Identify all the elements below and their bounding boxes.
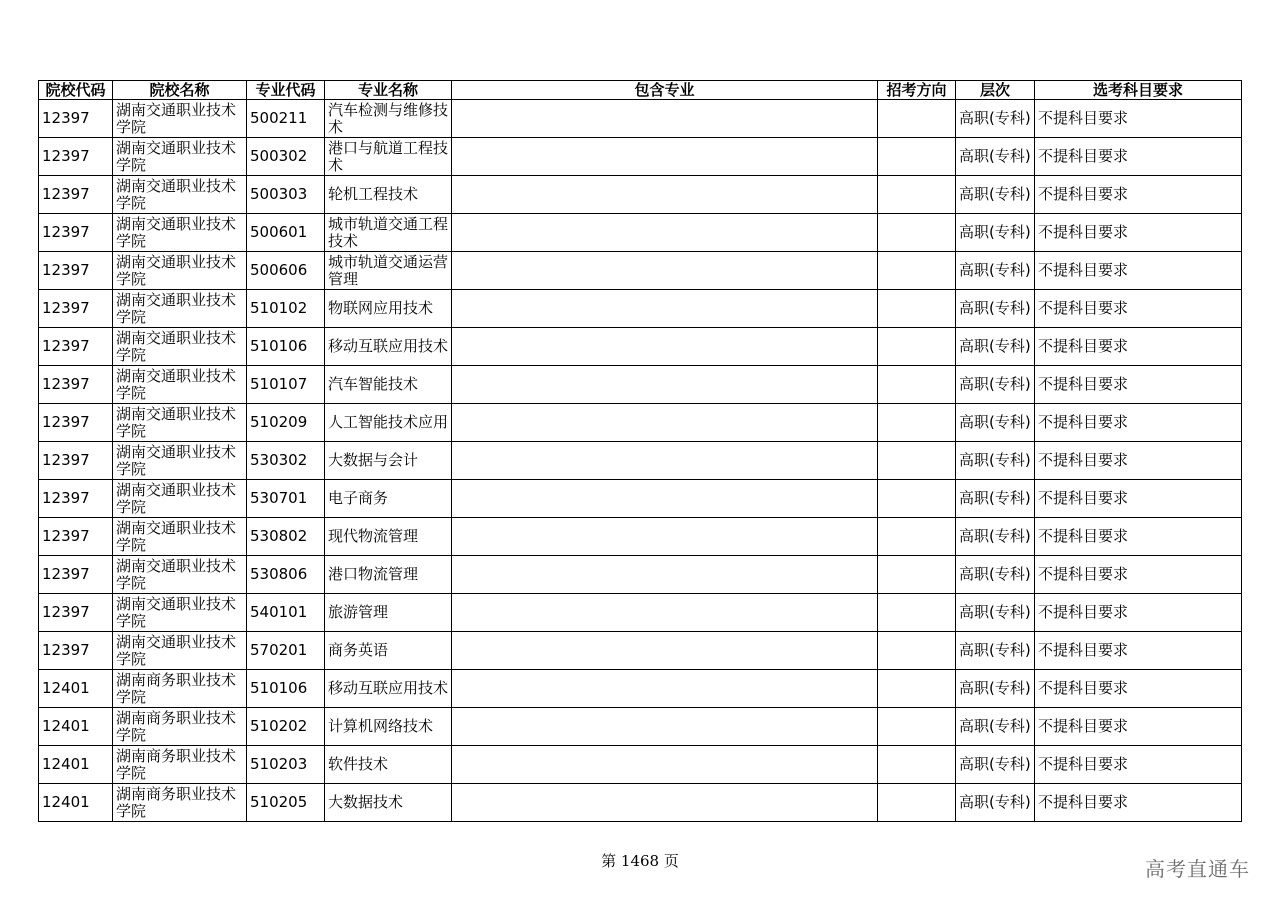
school-name-cell: 湖南交通职业技术学院 xyxy=(113,214,247,252)
school-code-cell: 12401 xyxy=(39,746,113,784)
table-row xyxy=(39,404,1242,442)
table-row xyxy=(39,252,1242,290)
subject-requirement-cell: 不提科目要求 xyxy=(1035,404,1242,442)
major-code-cell: 540101 xyxy=(247,594,325,632)
table-row xyxy=(39,100,1242,138)
level-cell: 高职(专科) xyxy=(956,290,1035,328)
major-code-cell: 530302 xyxy=(247,442,325,480)
major-name-cell: 物联网应用技术 xyxy=(325,290,452,328)
school-code-cell: 12397 xyxy=(39,214,113,252)
header-major-name: 专业名称 xyxy=(325,81,452,100)
subject-requirement-cell: 不提科目要求 xyxy=(1035,290,1242,328)
major-code-cell: 530806 xyxy=(247,556,325,594)
level-cell: 高职(专科) xyxy=(956,214,1035,252)
major-code-cell: 500211 xyxy=(247,100,325,138)
admission-direction-cell xyxy=(878,290,956,328)
level-cell: 高职(专科) xyxy=(956,366,1035,404)
admission-direction-cell xyxy=(878,176,956,214)
level-cell: 高职(专科) xyxy=(956,784,1035,822)
included-majors-cell xyxy=(452,138,878,176)
included-majors-cell xyxy=(452,746,878,784)
major-code-cell: 510205 xyxy=(247,784,325,822)
major-name-cell: 软件技术 xyxy=(325,746,452,784)
level-cell: 高职(专科) xyxy=(956,632,1035,670)
school-name-cell: 湖南交通职业技术学院 xyxy=(113,138,247,176)
school-name-cell: 湖南交通职业技术学院 xyxy=(113,480,247,518)
table-row xyxy=(39,290,1242,328)
table-row xyxy=(39,594,1242,632)
included-majors-cell xyxy=(452,670,878,708)
school-name-cell: 湖南商务职业技术学院 xyxy=(113,784,247,822)
subject-requirement-cell: 不提科目要求 xyxy=(1035,708,1242,746)
subject-requirement-cell: 不提科目要求 xyxy=(1035,138,1242,176)
level-cell: 高职(专科) xyxy=(956,594,1035,632)
school-name-cell: 湖南交通职业技术学院 xyxy=(113,328,247,366)
level-cell: 高职(专科) xyxy=(956,556,1035,594)
admission-direction-cell xyxy=(878,138,956,176)
major-code-cell: 530802 xyxy=(247,518,325,556)
included-majors-cell xyxy=(452,784,878,822)
major-name-cell: 旅游管理 xyxy=(325,594,452,632)
school-name-cell: 湖南商务职业技术学院 xyxy=(113,670,247,708)
level-cell: 高职(专科) xyxy=(956,518,1035,556)
major-name-cell: 电子商务 xyxy=(325,480,452,518)
major-code-cell: 510106 xyxy=(247,670,325,708)
included-majors-cell xyxy=(452,632,878,670)
school-name-cell: 湖南交通职业技术学院 xyxy=(113,518,247,556)
school-code-cell: 12401 xyxy=(39,784,113,822)
level-cell: 高职(专科) xyxy=(956,176,1035,214)
subject-requirement-cell: 不提科目要求 xyxy=(1035,176,1242,214)
major-name-cell: 人工智能技术应用 xyxy=(325,404,452,442)
major-code-cell: 510203 xyxy=(247,746,325,784)
header-school-code: 院校代码 xyxy=(39,81,113,100)
school-code-cell: 12397 xyxy=(39,556,113,594)
included-majors-cell xyxy=(452,518,878,556)
level-cell: 高职(专科) xyxy=(956,480,1035,518)
table-row xyxy=(39,214,1242,252)
level-cell: 高职(专科) xyxy=(956,442,1035,480)
major-code-cell: 510106 xyxy=(247,328,325,366)
table-row xyxy=(39,556,1242,594)
table-row xyxy=(39,176,1242,214)
table-row xyxy=(39,670,1242,708)
table-row xyxy=(39,366,1242,404)
major-code-cell: 500303 xyxy=(247,176,325,214)
included-majors-cell xyxy=(452,556,878,594)
table-row xyxy=(39,328,1242,366)
admissions-table xyxy=(38,80,1242,822)
subject-requirement-cell: 不提科目要求 xyxy=(1035,252,1242,290)
school-name-cell: 湖南交通职业技术学院 xyxy=(113,252,247,290)
subject-requirement-cell: 不提科目要求 xyxy=(1035,480,1242,518)
school-code-cell: 12397 xyxy=(39,290,113,328)
included-majors-cell xyxy=(452,214,878,252)
header-major-code: 专业代码 xyxy=(247,81,325,100)
school-name-cell: 湖南交通职业技术学院 xyxy=(113,404,247,442)
included-majors-cell xyxy=(452,328,878,366)
admission-direction-cell xyxy=(878,366,956,404)
school-name-cell: 湖南交通职业技术学院 xyxy=(113,632,247,670)
subject-requirement-cell: 不提科目要求 xyxy=(1035,670,1242,708)
subject-requirement-cell: 不提科目要求 xyxy=(1035,100,1242,138)
admission-direction-cell xyxy=(878,442,956,480)
subject-requirement-cell: 不提科目要求 xyxy=(1035,442,1242,480)
level-cell: 高职(专科) xyxy=(956,252,1035,290)
major-code-cell: 510202 xyxy=(247,708,325,746)
header-level: 层次 xyxy=(956,81,1035,100)
admission-direction-cell xyxy=(878,746,956,784)
major-name-cell: 汽车检测与维修技术 xyxy=(325,100,452,138)
included-majors-cell xyxy=(452,480,878,518)
included-majors-cell xyxy=(452,176,878,214)
table-row xyxy=(39,480,1242,518)
major-name-cell: 大数据技术 xyxy=(325,784,452,822)
included-majors-cell xyxy=(452,404,878,442)
subject-requirement-cell: 不提科目要求 xyxy=(1035,556,1242,594)
level-cell: 高职(专科) xyxy=(956,100,1035,138)
school-code-cell: 12397 xyxy=(39,100,113,138)
admission-direction-cell xyxy=(878,100,956,138)
table-row xyxy=(39,632,1242,670)
major-name-cell: 移动互联应用技术 xyxy=(325,670,452,708)
subject-requirement-cell: 不提科目要求 xyxy=(1035,594,1242,632)
school-code-cell: 12401 xyxy=(39,670,113,708)
included-majors-cell xyxy=(452,366,878,404)
included-majors-cell xyxy=(452,252,878,290)
major-name-cell: 汽车智能技术 xyxy=(325,366,452,404)
subject-requirement-cell: 不提科目要求 xyxy=(1035,784,1242,822)
school-name-cell: 湖南交通职业技术学院 xyxy=(113,594,247,632)
major-code-cell: 510209 xyxy=(247,404,325,442)
table-row xyxy=(39,784,1242,822)
school-code-cell: 12397 xyxy=(39,480,113,518)
level-cell: 高职(专科) xyxy=(956,404,1035,442)
admission-direction-cell xyxy=(878,328,956,366)
major-name-cell: 港口物流管理 xyxy=(325,556,452,594)
major-code-cell: 530701 xyxy=(247,480,325,518)
level-cell: 高职(专科) xyxy=(956,746,1035,784)
school-code-cell: 12401 xyxy=(39,708,113,746)
school-code-cell: 12397 xyxy=(39,632,113,670)
major-name-cell: 大数据与会计 xyxy=(325,442,452,480)
major-name-cell: 计算机网络技术 xyxy=(325,708,452,746)
level-cell: 高职(专科) xyxy=(956,138,1035,176)
school-name-cell: 湖南交通职业技术学院 xyxy=(113,556,247,594)
major-code-cell: 510107 xyxy=(247,366,325,404)
table-body xyxy=(39,100,1242,822)
included-majors-cell xyxy=(452,594,878,632)
school-name-cell: 湖南交通职业技术学院 xyxy=(113,290,247,328)
subject-requirement-cell: 不提科目要求 xyxy=(1035,366,1242,404)
school-name-cell: 湖南交通职业技术学院 xyxy=(113,176,247,214)
school-code-cell: 12397 xyxy=(39,404,113,442)
admission-direction-cell xyxy=(878,632,956,670)
header-included-majors: 包含专业 xyxy=(452,81,878,100)
major-code-cell: 500302 xyxy=(247,138,325,176)
school-code-cell: 12397 xyxy=(39,138,113,176)
school-code-cell: 12397 xyxy=(39,252,113,290)
table-row xyxy=(39,442,1242,480)
school-name-cell: 湖南商务职业技术学院 xyxy=(113,746,247,784)
level-cell: 高职(专科) xyxy=(956,708,1035,746)
major-name-cell: 移动互联应用技术 xyxy=(325,328,452,366)
admission-direction-cell xyxy=(878,708,956,746)
subject-requirement-cell: 不提科目要求 xyxy=(1035,746,1242,784)
watermark: 高考直通车 xyxy=(1145,857,1250,881)
school-name-cell: 湖南交通职业技术学院 xyxy=(113,366,247,404)
included-majors-cell xyxy=(452,442,878,480)
major-name-cell: 港口与航道工程技术 xyxy=(325,138,452,176)
included-majors-cell xyxy=(452,290,878,328)
level-cell: 高职(专科) xyxy=(956,670,1035,708)
major-code-cell: 500601 xyxy=(247,214,325,252)
school-name-cell: 湖南交通职业技术学院 xyxy=(113,442,247,480)
school-name-cell: 湖南交通职业技术学院 xyxy=(113,100,247,138)
subject-requirement-cell: 不提科目要求 xyxy=(1035,328,1242,366)
school-code-cell: 12397 xyxy=(39,442,113,480)
table-row xyxy=(39,518,1242,556)
major-code-cell: 500606 xyxy=(247,252,325,290)
subject-requirement-cell: 不提科目要求 xyxy=(1035,518,1242,556)
subject-requirement-cell: 不提科目要求 xyxy=(1035,632,1242,670)
major-name-cell: 商务英语 xyxy=(325,632,452,670)
page-number: 第 1468 页 xyxy=(601,852,679,870)
table-header-row xyxy=(39,81,1242,100)
major-name-cell: 城市轨道交通工程技术 xyxy=(325,214,452,252)
admission-direction-cell xyxy=(878,404,956,442)
major-name-cell: 轮机工程技术 xyxy=(325,176,452,214)
school-name-cell: 湖南商务职业技术学院 xyxy=(113,708,247,746)
level-cell: 高职(专科) xyxy=(956,328,1035,366)
admission-direction-cell xyxy=(878,784,956,822)
header-admission-direction: 招考方向 xyxy=(878,81,956,100)
header-subject-requirements: 选考科目要求 xyxy=(1035,81,1242,100)
admission-direction-cell xyxy=(878,670,956,708)
school-code-cell: 12397 xyxy=(39,176,113,214)
included-majors-cell xyxy=(452,100,878,138)
included-majors-cell xyxy=(452,708,878,746)
school-code-cell: 12397 xyxy=(39,328,113,366)
major-name-cell: 城市轨道交通运营管理 xyxy=(325,252,452,290)
school-code-cell: 12397 xyxy=(39,518,113,556)
admission-direction-cell xyxy=(878,518,956,556)
header-school-name: 院校名称 xyxy=(113,81,247,100)
table-row xyxy=(39,708,1242,746)
school-code-cell: 12397 xyxy=(39,594,113,632)
major-code-cell: 510102 xyxy=(247,290,325,328)
table-row xyxy=(39,138,1242,176)
admission-direction-cell xyxy=(878,594,956,632)
admission-direction-cell xyxy=(878,480,956,518)
admission-direction-cell xyxy=(878,556,956,594)
subject-requirement-cell: 不提科目要求 xyxy=(1035,214,1242,252)
school-code-cell: 12397 xyxy=(39,366,113,404)
admission-direction-cell xyxy=(878,214,956,252)
major-code-cell: 570201 xyxy=(247,632,325,670)
admission-direction-cell xyxy=(878,252,956,290)
table-row xyxy=(39,746,1242,784)
major-name-cell: 现代物流管理 xyxy=(325,518,452,556)
